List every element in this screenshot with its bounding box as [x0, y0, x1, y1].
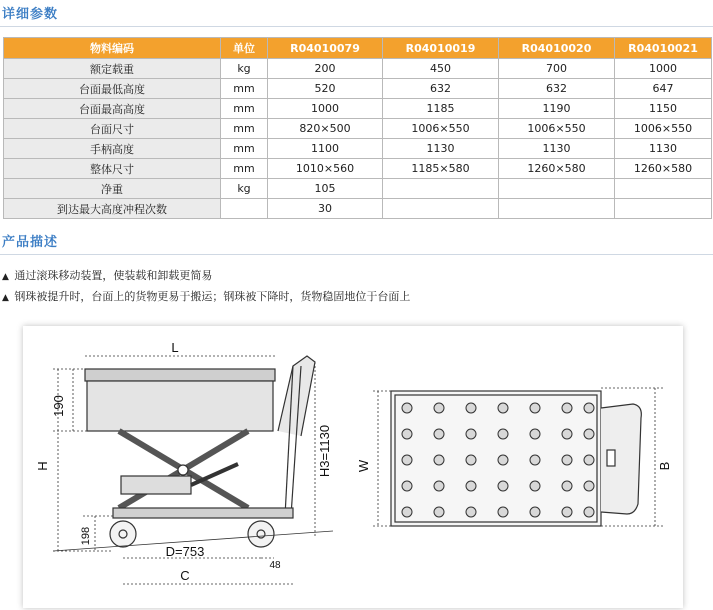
base-frame [113, 508, 293, 518]
ball-transfer [498, 403, 508, 413]
value-cell: 450 [383, 59, 499, 79]
dimension-drawing-svg [23, 326, 683, 608]
value-cell: 647 [615, 79, 712, 99]
value-cell: 632 [499, 79, 615, 99]
value-cell: 1260×580 [499, 159, 615, 179]
value-cell: 820×500 [268, 119, 383, 139]
unit-cell: mm [221, 99, 268, 119]
ball-transfer [402, 403, 412, 413]
label-190: 190 [51, 395, 66, 417]
table-row [4, 79, 712, 99]
ball-transfer [530, 429, 540, 439]
label-H3: H3=1130 [317, 424, 332, 478]
value-cell [383, 199, 499, 219]
value-cell: 30 [268, 199, 383, 219]
label-H: H [35, 461, 50, 471]
col-header: R04010079 [268, 38, 383, 59]
label-C: C [180, 568, 190, 583]
table-row [4, 119, 712, 139]
unit-cell [221, 199, 268, 219]
unit-cell: mm [221, 79, 268, 99]
label-48: 48 [269, 560, 281, 571]
rear-wheel [248, 521, 274, 547]
description-item [2, 267, 212, 283]
value-cell: 520 [268, 79, 383, 99]
unit-cell: mm [221, 159, 268, 179]
table-row [4, 59, 712, 79]
label-D: D=753 [165, 544, 205, 559]
param-name-cell: 到达最大高度冲程次数 [4, 199, 221, 219]
front-wheel [110, 521, 136, 547]
label-B: B [657, 461, 672, 471]
param-name-cell: 净重 [4, 179, 221, 199]
value-cell: 1130 [383, 139, 499, 159]
triangle-bullet-icon: ▲ [2, 272, 9, 282]
param-name-cell: 台面最低高度 [4, 79, 221, 99]
ball-transfer [434, 507, 444, 517]
section-header-params [0, 0, 713, 27]
value-cell: 1100 [268, 139, 383, 159]
ball-transfer [584, 403, 594, 413]
ball-transfer [466, 507, 476, 517]
description-text: 通过滚珠移动装置，使装载和卸载更简易 [14, 269, 213, 282]
value-cell: 1150 [615, 99, 712, 119]
ball-transfer [562, 481, 572, 491]
label-198: 198 [80, 526, 92, 546]
value-cell: 700 [499, 59, 615, 79]
ball-transfer [402, 455, 412, 465]
param-name-cell: 台面尺寸 [4, 119, 221, 139]
value-cell: 105 [268, 179, 383, 199]
table-top-plate [85, 369, 275, 381]
value-cell [383, 179, 499, 199]
section-title-desc: 产品描述 [2, 235, 59, 250]
section-header-desc [0, 228, 713, 255]
handle-lock [607, 450, 615, 466]
ball-transfer [584, 507, 594, 517]
unit-cell: mm [221, 139, 268, 159]
value-cell: 1000 [268, 99, 383, 119]
value-cell: 1000 [615, 59, 712, 79]
ball-transfer [434, 403, 444, 413]
piston-rod [191, 464, 238, 485]
param-name-cell: 台面最高高度 [4, 99, 221, 119]
value-cell: 1006×550 [499, 119, 615, 139]
ball-transfer [434, 455, 444, 465]
col-header: 物料编码 [4, 38, 221, 59]
ball-transfer [562, 455, 572, 465]
table-row [4, 159, 712, 179]
value-cell: 1130 [499, 139, 615, 159]
ball-transfer [584, 455, 594, 465]
ball-transfer [562, 429, 572, 439]
description-item [2, 288, 410, 304]
section-title-params: 详细参数 [2, 7, 59, 22]
value-cell: 200 [268, 59, 383, 79]
ball-transfer [466, 455, 476, 465]
param-name-cell: 手柄高度 [4, 139, 221, 159]
triangle-bullet-icon: ▲ [2, 293, 9, 303]
param-name-cell: 额定载重 [4, 59, 221, 79]
value-cell [615, 179, 712, 199]
col-header: 单位 [221, 38, 268, 59]
ball-transfer [402, 429, 412, 439]
ball-transfer [562, 507, 572, 517]
param-name-cell: 整体尺寸 [4, 159, 221, 179]
value-cell [499, 199, 615, 219]
value-cell: 1185×580 [383, 159, 499, 179]
unit-cell: mm [221, 119, 268, 139]
handle [278, 356, 315, 436]
ball-transfer [466, 429, 476, 439]
value-cell: 1006×550 [383, 119, 499, 139]
ball-transfer [498, 481, 508, 491]
unit-cell: kg [221, 179, 268, 199]
scissor-pivot [178, 465, 188, 475]
table-row [4, 179, 712, 199]
value-cell: 1006×550 [615, 119, 712, 139]
ball-transfer [584, 429, 594, 439]
ball-transfer [562, 403, 572, 413]
table-row [4, 99, 712, 119]
col-header: R04010021 [615, 38, 712, 59]
unit-cell: kg [221, 59, 268, 79]
value-cell: 1130 [615, 139, 712, 159]
value-cell: 1185 [383, 99, 499, 119]
ball-transfer [530, 403, 540, 413]
col-header: R04010019 [383, 38, 499, 59]
value-cell: 1010×560 [268, 159, 383, 179]
ball-transfer [466, 481, 476, 491]
ball-transfer [434, 429, 444, 439]
spec-table [3, 37, 712, 219]
value-cell [615, 199, 712, 219]
description-text: 钢珠被提升时，台面上的货物更易于搬运；钢珠被下降时，货物稳固地位于台面上 [14, 290, 411, 303]
ball-transfer [402, 507, 412, 517]
ball-transfer [530, 481, 540, 491]
table-header-row [4, 38, 712, 59]
label-W: W [356, 459, 371, 473]
ball-transfer [498, 507, 508, 517]
table-row [4, 199, 712, 219]
ball-transfer [498, 455, 508, 465]
value-cell: 1260×580 [615, 159, 712, 179]
ball-transfer [434, 481, 444, 491]
ball-transfer [402, 481, 412, 491]
hydraulic-cylinder [121, 476, 191, 494]
ball-transfer [530, 507, 540, 517]
table-row [4, 139, 712, 159]
col-header: R04010020 [499, 38, 615, 59]
ball-transfer [584, 481, 594, 491]
label-L: L [171, 340, 179, 355]
ball-transfer [466, 403, 476, 413]
value-cell: 1190 [499, 99, 615, 119]
product-drawing [23, 326, 683, 608]
table-frame [87, 381, 273, 431]
value-cell [499, 179, 615, 199]
ball-transfer [498, 429, 508, 439]
ball-transfer [530, 455, 540, 465]
value-cell: 632 [383, 79, 499, 99]
